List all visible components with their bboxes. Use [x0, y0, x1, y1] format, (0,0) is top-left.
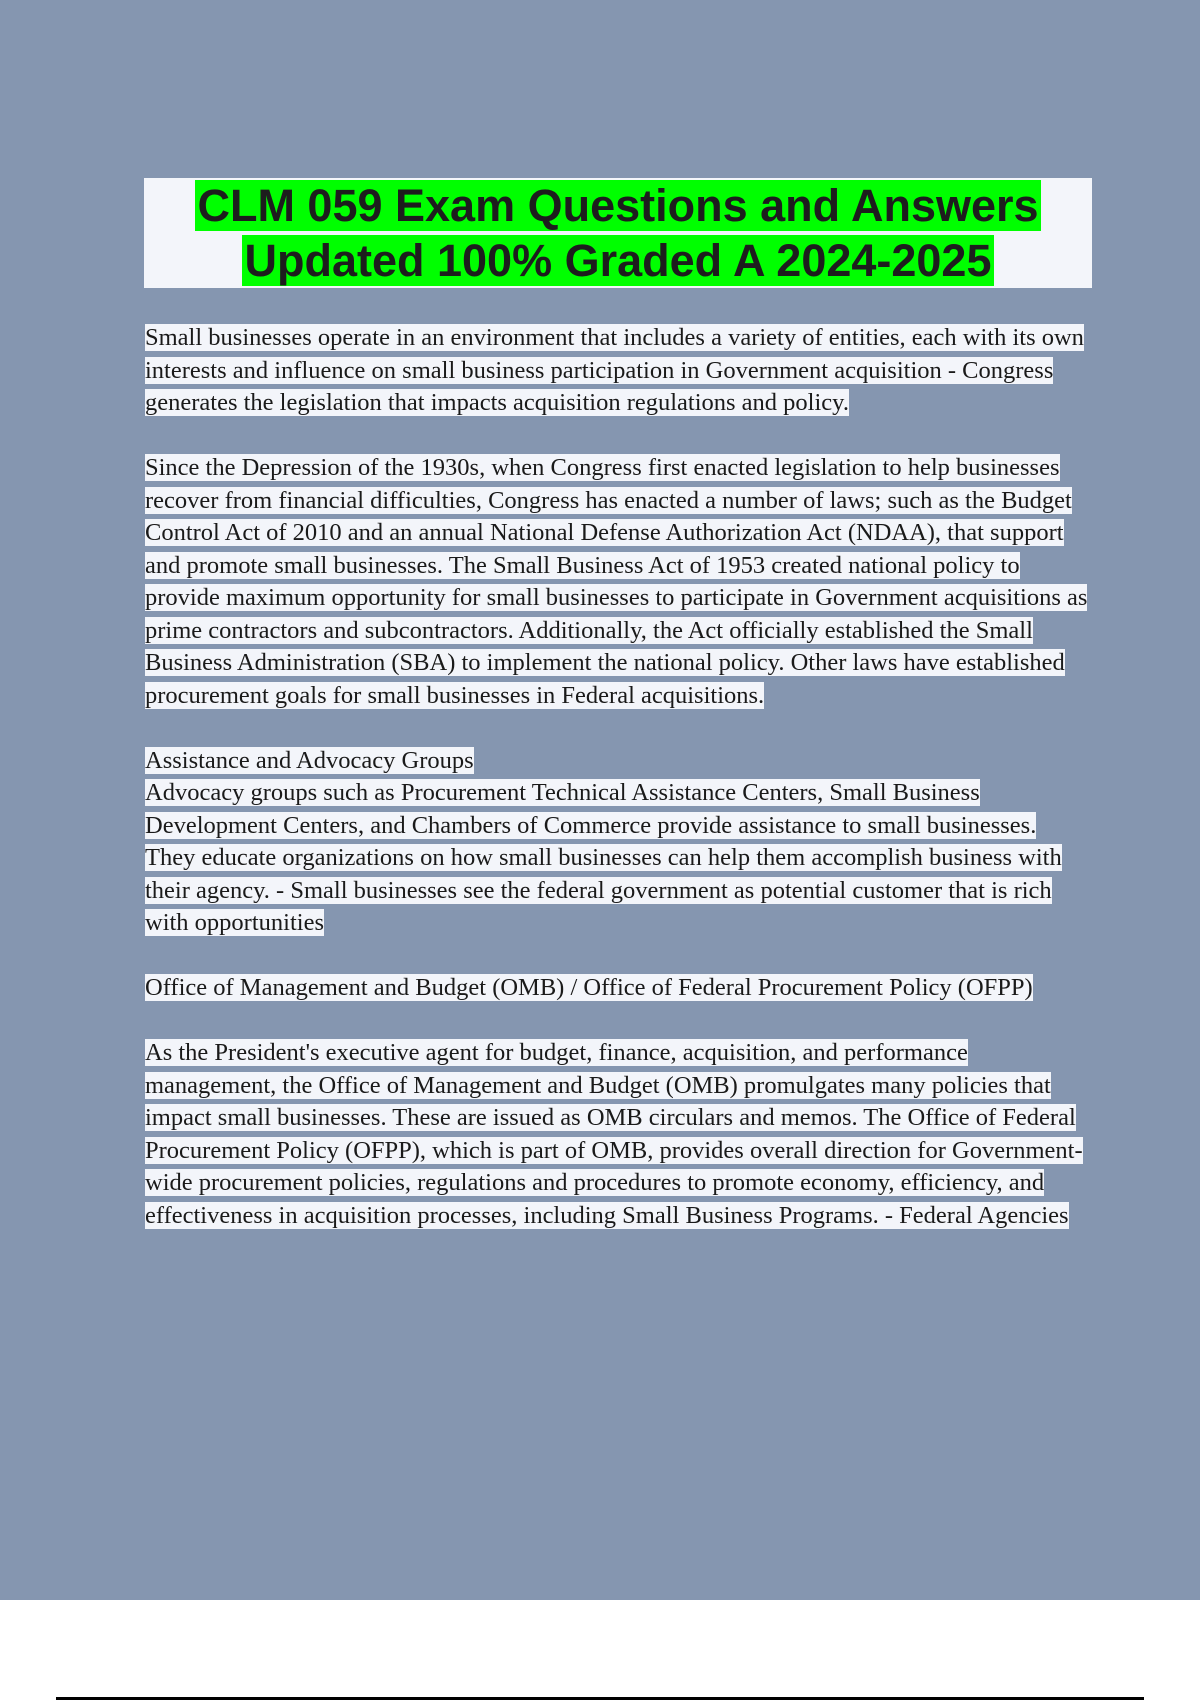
paragraph-text: Small businesses operate in an environment that includes a variety of entities, each with its own interests and influence on small business participation in Government acquisition - Congress generates the legislation that impacts acquisition regulations and policy. — [145, 324, 1084, 416]
paragraph-text: They educate organizations on how small businesses can help them accomplish business with their agency. - Small businesses see the federal government as potential customer that is rich with opportunities — [145, 844, 1062, 936]
paragraph — [145, 842, 1090, 940]
paragraph-text: As the President's executive agent for budget, finance, acquisition, and performance management, the Office of Management and Budget (OMB) promulgates many policies that impact small businesses. These are issued as OMB circulars and memos. The Office of Federal Procurement Policy (OFPP), which is part of OMB, provides overall direction for Government-wide procurement policies, regulations and procedures to promote economy, efficiency, and effectiveness in acquisition processes, including Small Business Programs. - Federal Agencies — [145, 1039, 1083, 1229]
title-line-2: Updated 100% Graded A 2024-2025 — [244, 235, 992, 286]
section-heading-text: Office of Management and Budget (OMB) / Office of Federal Procurement Policy (OFPP) — [145, 974, 1033, 1001]
title-line-1: CLM 059 Exam Questions and Answers — [197, 180, 1039, 231]
document-body — [145, 322, 1090, 1265]
paragraph — [145, 777, 1090, 842]
paragraph-text: Advocacy groups such as Procurement Technical Assistance Centers, Small Business Development Centers, and Chambers of Commerce provide assistance to small businesses. — [145, 779, 1037, 839]
document-title — [144, 178, 1092, 288]
paragraph — [145, 452, 1090, 712]
section-heading-text: Assistance and Advocacy Groups — [145, 746, 474, 774]
paragraph — [145, 322, 1090, 420]
paragraph-text: Since the Depression of the 1930s, when Congress first enacted legislation to help businesses recover from financial difficulties, Congress has enacted a number of laws; such as the Budget Control Act of 2010 and an annual National Defense Authorization Act (NDAA), that support and promote small businesses. The Small Business Act of 1953 created national policy to provide maximum opportunity for small businesses to participate in Government acquisitions as prime contractors and subcontractors. Additionally, the Act officially established the Small Business Administration (SBA) to implement the national policy. Other laws have established procurement goals for small businesses in Federal acquisitions. — [145, 454, 1088, 709]
section-heading — [145, 972, 1090, 1005]
section-heading — [145, 745, 1090, 778]
paragraph — [145, 1037, 1090, 1232]
